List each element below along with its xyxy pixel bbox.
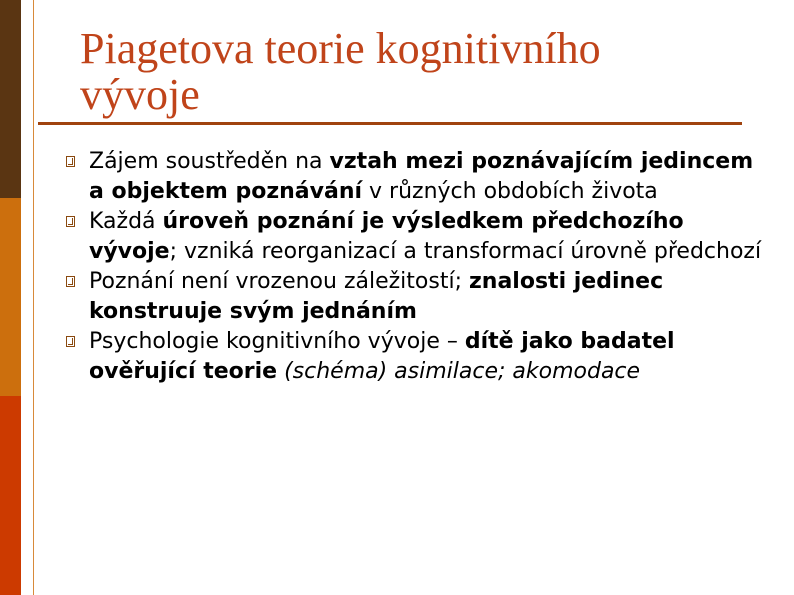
- square-bullet-icon: [66, 336, 75, 347]
- square-bullet-icon: [66, 156, 75, 167]
- slide-title: [80, 26, 760, 118]
- bar-segment-top: [0, 0, 21, 198]
- bullet-text-part: Psychologie kognitivního vývoje –: [89, 329, 465, 354]
- bullet-text-bold: vztah mezi poznávajícím jedincem a objektem poznávání: [89, 149, 754, 204]
- bullet-text-bold: úroveň poznání je výsledkem předchozího vývoje: [89, 209, 684, 264]
- bullet-text-part: v různých obdobích života: [362, 179, 658, 204]
- bullet-text-italic: (schéma) asimilace; akomodace: [277, 359, 641, 384]
- bar-segment-bottom: [0, 396, 21, 595]
- bullet-text-bold: znalosti jedinec konstruuje svým jednáním: [89, 269, 664, 324]
- bullet-text-part: Zájem soustředěn na: [89, 149, 330, 174]
- bullet-item: [64, 327, 764, 387]
- bar-segment-middle: [0, 198, 21, 396]
- bullet-item: [64, 267, 764, 327]
- bullet-text-part: Poznání není vrozenou záležitostí;: [89, 269, 469, 294]
- bullet-text-bold: dítě jako badatel ověřující teorie: [89, 329, 675, 384]
- slide-title-line1: Piagetova teorie kognitivního: [80, 24, 601, 73]
- bullet-text-part: Každá: [89, 209, 163, 234]
- title-underline: [38, 122, 742, 125]
- bullet-item: [64, 147, 764, 207]
- left-decorative-bar: [0, 0, 21, 595]
- bullet-list: [64, 147, 764, 387]
- square-bullet-icon: [66, 216, 75, 227]
- bullet-item: [64, 207, 764, 267]
- square-bullet-icon: [66, 276, 75, 287]
- bullet-text-part: ; vzniká reorganizací a transformací úrovně předchozí: [169, 239, 762, 264]
- vertical-divider-line: [33, 0, 34, 595]
- slide-title-line2: vývoje: [80, 70, 200, 119]
